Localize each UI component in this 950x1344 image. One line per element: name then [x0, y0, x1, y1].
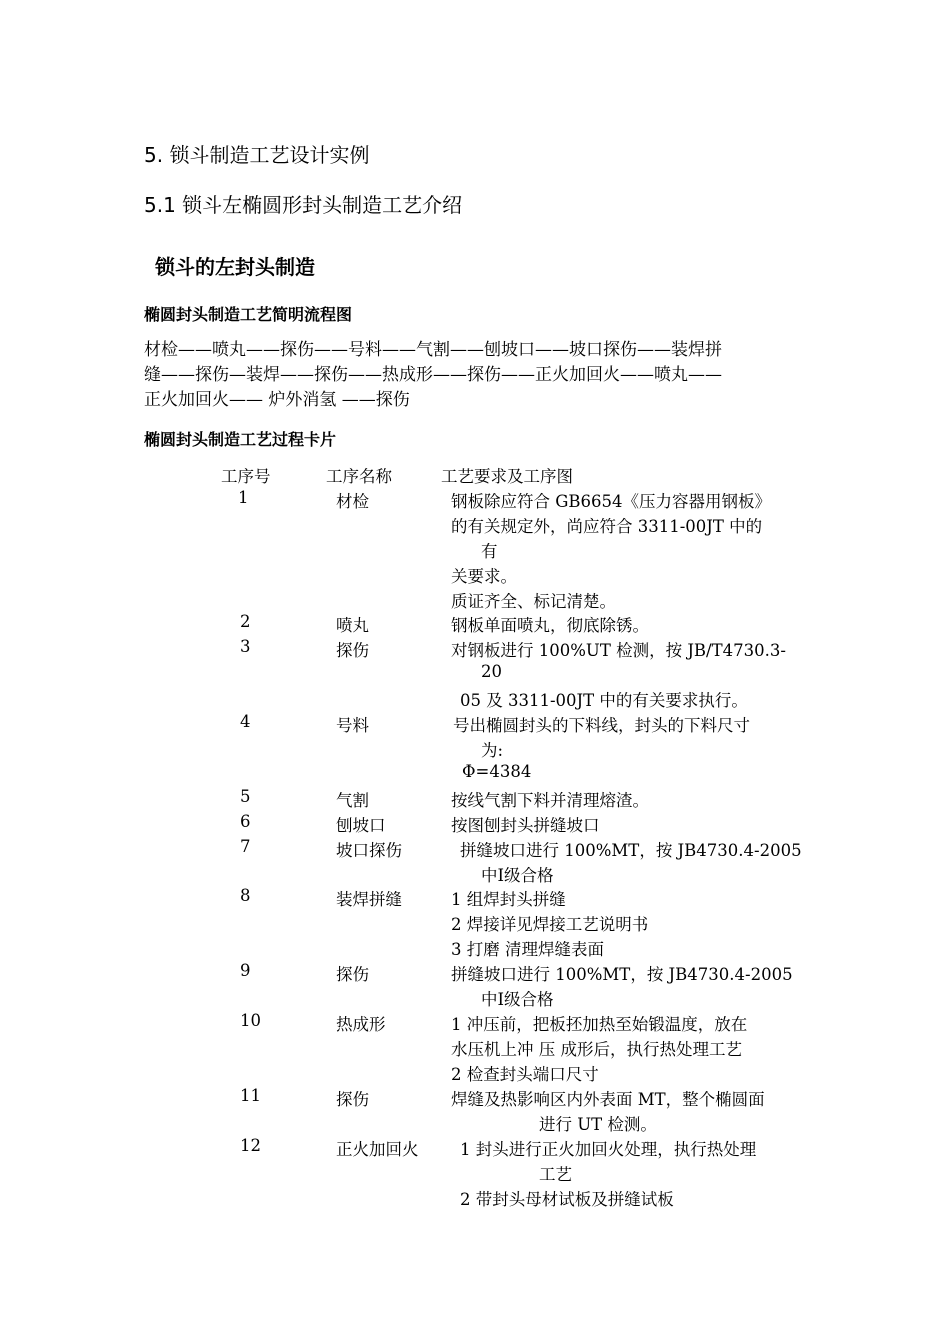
step-number: 12 [240, 1136, 261, 1155]
step-number: 4 [240, 712, 251, 731]
step-name: 探伤 [336, 965, 369, 984]
step-requirement-line: 2 焊接详见焊接工艺说明书 [451, 915, 649, 934]
step-name: 探伤 [336, 641, 369, 660]
step-name: 装焊拼缝 [336, 890, 402, 909]
step-requirement-line: 1 封头进行正火加回火处理，执行热处理 [460, 1140, 757, 1159]
step-requirement-line: 05 及 3311-00JT 中的有关要求执行。 [460, 691, 748, 710]
step-requirement-line: 有 [481, 542, 498, 561]
flow-chart-text [144, 338, 814, 413]
step-requirement-line: 按线气割下料并清理熔渣。 [451, 791, 649, 810]
step-number: 8 [240, 886, 251, 905]
step-name: 喷丸 [336, 616, 369, 635]
step-requirement-line: 质证齐全、标记清楚。 [451, 592, 616, 611]
step-requirement-line: 为: [481, 741, 504, 760]
step-requirement-line: 水压机上冲 压 成形后，执行热处理工艺 [451, 1040, 742, 1059]
step-requirement-line: 2 带封头母材试板及拼缝试板 [460, 1190, 674, 1209]
step-requirement-line: 按图刨封头拼缝坡口 [451, 816, 600, 835]
step-number: 2 [240, 612, 251, 631]
step-name: 探伤 [336, 1090, 369, 1109]
step-name: 正火加回火 [336, 1140, 419, 1159]
step-name: 号料 [336, 716, 369, 735]
step-requirement-line: 拼缝坡口进行 100%MT，按 JB4730.4-2005 [451, 965, 793, 984]
subsection-heading: 锁斗的左封头制造 [155, 255, 315, 279]
step-requirement-line: 号出椭圆封头的下料线，封头的下料尺寸 [453, 716, 750, 735]
step-number: 1 [238, 488, 249, 507]
step-requirement-line: 对钢板进行 100%UT 检测，按 JB/T4730.3- [451, 641, 786, 660]
column-header-step-name: 工序名称 [326, 467, 392, 486]
step-number: 7 [240, 837, 251, 856]
step-number: 9 [240, 961, 251, 980]
step-number: 6 [240, 812, 251, 831]
flow-line: 正火加回火—— 炉外消氢 ——探伤 [144, 390, 410, 410]
section-heading-5: 5. 锁斗制造工艺设计实例 [144, 143, 370, 167]
step-requirement-line: 中Ⅰ级合格 [481, 866, 554, 885]
step-name: 气割 [336, 791, 369, 810]
step-requirement-line: 关要求。 [451, 567, 517, 586]
step-name: 热成形 [336, 1015, 386, 1034]
step-requirement-line: 2 检查封头端口尺寸 [451, 1065, 599, 1084]
step-requirement-line: 3 打磨 清理焊缝表面 [451, 940, 604, 959]
step-requirement-line: 中Ⅰ级合格 [481, 990, 554, 1009]
step-number: 3 [240, 637, 251, 656]
step-requirement-line: 的有关规定外，尚应符合 3311-00JT 中的 [451, 517, 763, 536]
step-name: 坡口探伤 [336, 841, 402, 860]
flow-line: 缝——探伤—装焊——探伤——热成形——探伤——正火加回火——喷丸—— [144, 365, 722, 385]
card-title: 椭圆封头制造工艺过程卡片 [144, 430, 337, 449]
step-requirement-line: Φ=4384 [462, 762, 532, 781]
step-requirement-line: 1 组焊封头拼缝 [451, 890, 566, 909]
step-number: 11 [240, 1086, 261, 1105]
step-requirement-line: 20 [481, 662, 502, 681]
step-name: 刨坡口 [336, 816, 386, 835]
flow-title: 椭圆封头制造工艺简明流程图 [144, 305, 353, 324]
step-requirement-line: 拼缝坡口进行 100%MT，按 JB4730.4-2005 [460, 841, 802, 860]
step-requirement-line: 钢板单面喷丸，彻底除锈。 [451, 616, 649, 635]
step-requirement-line: 进行 UT 检测。 [539, 1115, 657, 1134]
step-requirement-line: 焊缝及热影响区内外表面 MT，整个椭圆面 [451, 1090, 765, 1109]
column-header-step-no: 工序号 [221, 467, 271, 486]
section-heading-5-1: 5.1 锁斗左椭圆形封头制造工艺介绍 [144, 193, 463, 217]
step-number: 5 [240, 787, 251, 806]
step-name: 材检 [336, 492, 369, 511]
step-requirement-line: 工艺 [539, 1165, 572, 1184]
step-number: 10 [240, 1011, 261, 1030]
flow-line: 材检——喷丸——探伤——号料——气割——刨坡口——坡口探伤——装焊拼 [144, 340, 722, 360]
step-requirement-line: 1 冲压前，把板抷加热至始锻温度，放在 [451, 1015, 748, 1034]
step-requirement-line: 钢板除应符合 GB6654《压力容器用钢板》 [451, 492, 772, 511]
column-header-requirements: 工艺要求及工序图 [441, 467, 573, 486]
